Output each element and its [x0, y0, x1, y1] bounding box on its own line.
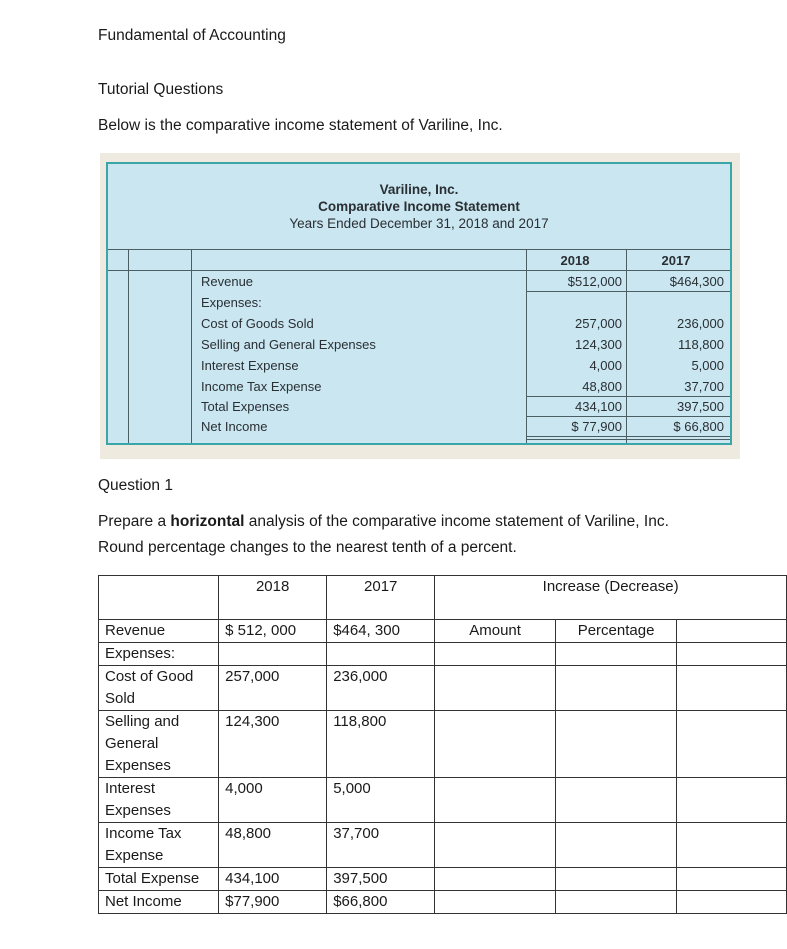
header-2018: 2018: [219, 576, 327, 620]
comparative-income-statement: [106, 162, 732, 445]
row-label: Net Income: [99, 891, 219, 914]
value-2017: $464,300: [669, 274, 724, 289]
header-increase-decrease: Increase (Decrease): [435, 576, 787, 620]
value-2018: $ 512, 000: [219, 620, 327, 643]
rule: [526, 439, 730, 440]
value-2018: 48,800: [219, 823, 327, 868]
row-label: Total Expenses: [201, 399, 290, 414]
amount-cell[interactable]: [435, 666, 556, 711]
value-2017: $66,800: [327, 891, 435, 914]
header-2017: 2017: [327, 576, 435, 620]
row-label: Revenue: [201, 274, 254, 289]
col-header-2018: 2018: [560, 253, 590, 268]
rule: [526, 416, 730, 417]
amount-cell[interactable]: [435, 711, 556, 778]
row-label: Total Expense: [99, 868, 219, 891]
blank-cell[interactable]: [677, 620, 787, 643]
table-row: [99, 666, 787, 711]
value-2018: 48,800: [582, 379, 622, 394]
table-row: [99, 823, 787, 868]
amount-cell[interactable]: [435, 868, 556, 891]
value-2018: $ 77,900: [571, 419, 622, 434]
question-text-post: analysis of the comparative income statement of Variline, Inc.: [244, 513, 669, 530]
row-label: Income Tax Expense: [99, 823, 219, 868]
row-label: Interest Expenses: [99, 778, 219, 823]
row-label: Revenue: [99, 620, 219, 643]
question-text-bold: horizontal: [170, 513, 245, 530]
rule: [526, 291, 730, 292]
value-2017: [327, 643, 435, 666]
table-row: [99, 643, 787, 666]
rule: [191, 249, 192, 443]
statement-title: Comparative Income Statement: [318, 199, 520, 214]
value-2017: 236,000: [327, 666, 435, 711]
table-row: [99, 711, 787, 778]
rule: [108, 249, 730, 250]
value-2018: 434,100: [219, 868, 327, 891]
blank-cell[interactable]: [677, 666, 787, 711]
value-2018: $512,000: [567, 274, 622, 289]
rule: [108, 270, 730, 271]
value-2017: 5,000: [327, 778, 435, 823]
percentage-cell[interactable]: [555, 643, 676, 666]
value-2018: 4,000: [219, 778, 327, 823]
row-label: Cost of Goods Sold: [201, 316, 314, 331]
blank-cell[interactable]: [677, 868, 787, 891]
blank-cell[interactable]: [677, 823, 787, 868]
income-statement-figure: [100, 153, 740, 459]
percentage-cell[interactable]: [555, 868, 676, 891]
value-2017: 37,700: [327, 823, 435, 868]
rule: [526, 436, 730, 437]
value-2017: 236,000: [677, 316, 724, 331]
blank-cell[interactable]: [677, 711, 787, 778]
table-row: [99, 620, 787, 643]
intro-text: Below is the comparative income statement of Variline, Inc.: [98, 117, 503, 134]
value-2018: 434,100: [575, 399, 622, 414]
rule: [626, 249, 627, 443]
course-title: Fundamental of Accounting: [98, 27, 286, 44]
header-percentage: Percentage: [555, 620, 676, 643]
question-text: [98, 513, 669, 531]
percentage-cell[interactable]: [555, 666, 676, 711]
statement-company: Variline, Inc.: [379, 182, 459, 197]
section-title: Tutorial Questions: [98, 81, 224, 98]
row-label: Selling and General Expenses: [99, 711, 219, 778]
percentage-cell[interactable]: [555, 778, 676, 823]
question-heading: Question 1: [98, 477, 173, 494]
blank-cell[interactable]: [677, 778, 787, 823]
col-header-2017: 2017: [661, 253, 691, 268]
table-row: [99, 778, 787, 823]
question-text-pre: Prepare a: [98, 513, 171, 530]
value-2018: 257,000: [575, 316, 622, 331]
blank-cell[interactable]: [677, 891, 787, 914]
value-2017: 5,000: [691, 358, 724, 373]
percentage-cell[interactable]: [555, 711, 676, 778]
header-amount: Amount: [435, 620, 556, 643]
header-blank: [99, 576, 219, 620]
amount-cell[interactable]: [435, 823, 556, 868]
statement-period: Years Ended December 31, 2018 and 2017: [289, 216, 549, 231]
row-label: Expenses:: [201, 295, 262, 310]
value-2017: $ 66,800: [673, 419, 724, 434]
value-2017: 397,500: [677, 399, 724, 414]
value-2018: 124,300: [575, 337, 622, 352]
question-instruction: Round percentage changes to the nearest tenth of a percent.: [98, 539, 517, 556]
row-label: Selling and General Expenses: [201, 337, 376, 352]
table-header-row: [99, 576, 787, 620]
row-label: Income Tax Expense: [201, 379, 322, 394]
blank-cell[interactable]: [677, 643, 787, 666]
value-2018: 4,000: [589, 358, 622, 373]
table-row: [99, 891, 787, 914]
row-label: Net Income: [201, 419, 268, 434]
percentage-cell[interactable]: [555, 823, 676, 868]
rule: [526, 396, 730, 397]
amount-cell[interactable]: [435, 778, 556, 823]
value-2018: 257,000: [219, 666, 327, 711]
value-2018: [219, 643, 327, 666]
value-2018: $77,900: [219, 891, 327, 914]
value-2017: 118,800: [677, 337, 724, 352]
rule: [526, 249, 527, 443]
row-label: Expenses:: [99, 643, 219, 666]
value-2017: 397,500: [327, 868, 435, 891]
value-2018: 124,300: [219, 711, 327, 778]
row-label: Cost of Good Sold: [99, 666, 219, 711]
amount-cell[interactable]: [435, 643, 556, 666]
value-2017: $464, 300: [327, 620, 435, 643]
value-2017: 118,800: [327, 711, 435, 778]
row-label: Interest Expense: [201, 358, 299, 373]
table-row: [99, 868, 787, 891]
rule: [128, 249, 129, 443]
percentage-cell[interactable]: [555, 891, 676, 914]
horizontal-analysis-table: [98, 575, 787, 914]
value-2017: 37,700: [684, 379, 724, 394]
amount-cell[interactable]: [435, 891, 556, 914]
